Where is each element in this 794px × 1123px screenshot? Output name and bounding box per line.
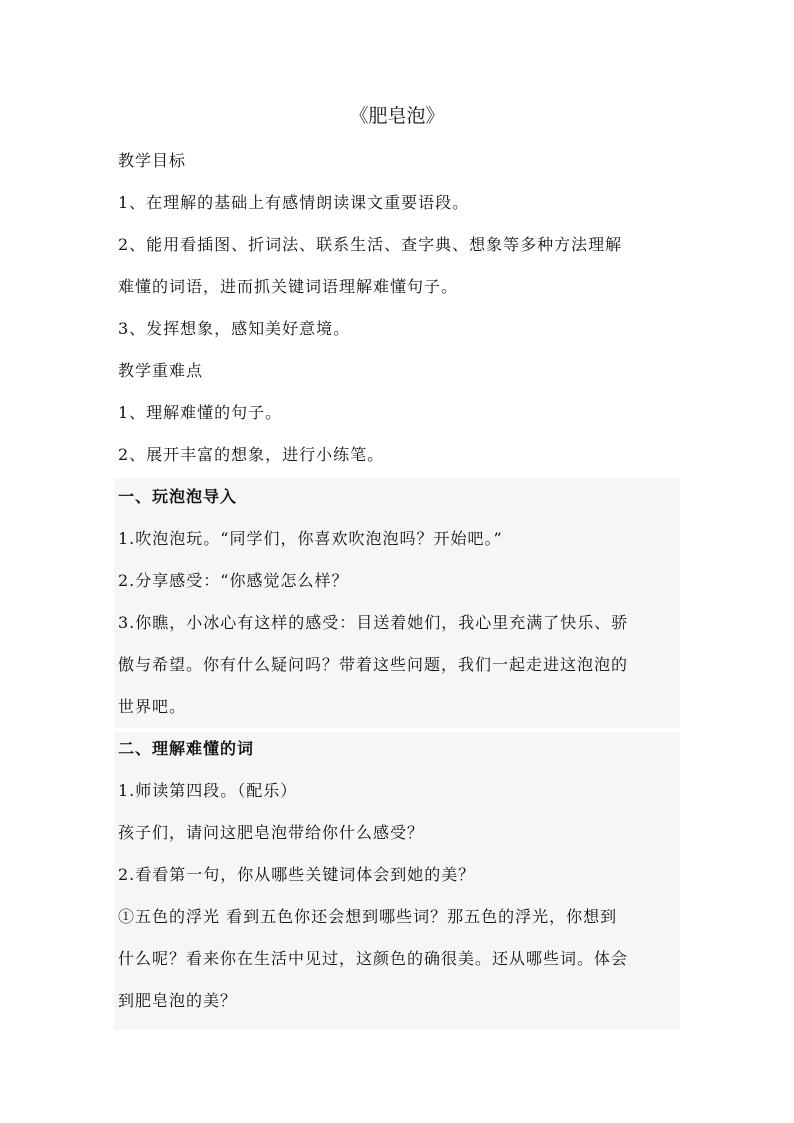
- part1-line-3: 3.你瞧，小冰心有这样的感受：目送着她们，我心里充满了快乐、骄: [118, 613, 629, 632]
- keypoint-item-1: 1、理解难懂的句子。: [118, 403, 283, 422]
- document-title: 《肥皂泡》: [349, 105, 445, 127]
- part2-line-6: 到肥皂泡的美？: [118, 991, 238, 1010]
- part2-line-1: 1.师读第四段。（配乐）: [118, 781, 298, 800]
- part1-line-4: 傲与希望。你有什么疑问吗？带着这些问题，我们一起走进这泡泡的: [118, 655, 629, 674]
- keypoint-item-2: 2、展开丰富的想象，进行小练笔。: [118, 445, 385, 464]
- goal-item-2: 2、能用看插图、折词法、联系生活、查字典、想象等多种方法理解: [118, 235, 623, 254]
- part1-line-5: 世界吧。: [118, 697, 187, 716]
- teaching-goals-section: [118, 140, 688, 476]
- section-heading-goals: 教学目标: [118, 151, 187, 170]
- part2-line-4: ①五色的浮光 看到五色你还会想到哪些词？那五色的浮光，你想到: [118, 907, 618, 926]
- goal-item-1: 1、在理解的基础上有感情朗读课文重要语段。: [118, 193, 470, 212]
- part2-line-2: 孩子们，请问这肥皂泡带给你什么感受？: [118, 823, 425, 842]
- part1-heading: 一、玩泡泡导入: [118, 487, 238, 506]
- goal-item-2-cont: 难懂的词语，进而抓关键词语理解难懂句子。: [118, 277, 459, 296]
- goal-item-3: 3、发挥想象，感知美好意境。: [118, 319, 351, 338]
- part1-line-2: 2.分享感受：“你感觉怎么样？: [118, 571, 349, 590]
- part2-line-5: 什么呢？看来你在生活中见过，这颜色的确很美。还从哪些词。体会: [118, 949, 629, 968]
- part1-line-1: 1.吹泡泡玩。“同学们，你喜欢吹泡泡吗？开始吧。”: [118, 529, 503, 548]
- section-heading-keypoints: 教学重难点: [118, 361, 204, 380]
- part2-line-3: 2.看看第一句，你从哪些关键词体会到她的美？: [118, 865, 476, 884]
- part2-heading: 二、理解难懂的词: [118, 739, 255, 758]
- part1-section: [118, 476, 688, 728]
- part2-section: [118, 728, 688, 1022]
